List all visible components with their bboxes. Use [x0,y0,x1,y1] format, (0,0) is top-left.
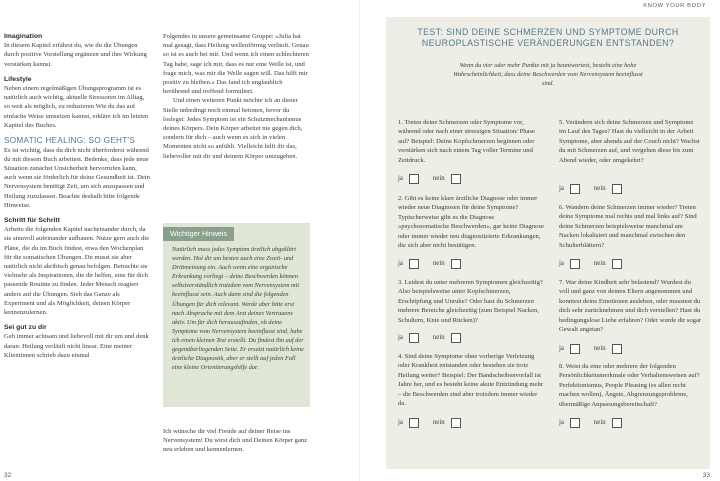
yes-label: ja [559,419,564,426]
paragraph: Neben einem regelmäßigen Übungsprogramm ist es natürlich auch wichtig, aktuelle Stressoren im Alltag, so weit als möglich, zu reduzieren Wie du das auf einfache Weise umsetzen kannst, erkläre ich im letzten Kapitel des Buches. [4,85,149,129]
left-column-1 [4,32,150,360]
paragraph: Geh immer achtsam und liebevoll mit dir um und denk daran: Heilung verläuft nicht linear. Eine meiner Klientinnen schrieb dazu einmal [4,333,149,359]
answer-row-3 [398,333,475,344]
yes-checkbox[interactable] [409,259,419,269]
no-label: nein [593,260,606,267]
section-heading: SOMATIC HEALING: SO GEHT'S [4,136,136,146]
yes-checkbox[interactable] [570,184,580,194]
question-2: 2. Gibt es keine klare ärztliche Diagnose oder immer wieder neue Diagnosen für deine Symptome? Typischerweise gibt es die Diagnose »psychosomatische Beschwerden«, gar keine Diagnose oder immer wieder neu diagnostizierte Erkrankungen, die sich aber nicht bestätigen. [398,195,544,250]
no-label: nein [432,260,445,267]
no-checkbox[interactable] [612,344,622,354]
no-label: nein [432,334,445,341]
no-checkbox[interactable] [451,333,461,343]
no-label: nein [593,345,606,352]
question-7: 7. War deine Kindheit sehr belastend? Wurdest du voll und ganz von deinen Eltern angenommen und konntest deine Emotionen ausleben, oder musstest du dich sehr zurücknehmen und dich verstellen? Hast du bedingungslose Liebe erfahren? Oder wurde dir sogar Gewalt angetan? [559,279,702,334]
yes-label: ja [559,185,564,192]
hint-text: Natürlich muss jedes Symptom ärztlich abgeklärt werden. Hol dir am besten auch eine Zweit- und Drittmeinung ein. Auch wenn eine organische Erkrankung vorliegt – deine Beschwerden können selbstverständlich trotzdem vom Nervensystem mit beeinflusst sein. Auch dann sind die folgenden Übungen für dich relevant. Werde aber bitte erst nach Absprache mit dem Arzt deines Vertrauens aktiv. Um für dich herauszufinden, ob deine Symptome vom Nervensystem beeinflusst sind, habe ich einen kleinen Test erstellt. Du findest ihn auf der gegenüberliegenden Seite. Er ersetzt natürlich keine ärztliche Diagnostik, aber er stellt auf jeden Fall eine kleine Orientierungshilfe dar. [172,246,304,372]
yes-label: ja [398,334,403,341]
test-title [386,27,710,49]
question-1: 1. Treten deine Schmerzen oder Symptome vor, während oder nach einer stressigen Situation/ Phase auf? Beispiel: Deine Kopfschmerzen beginnen oder verstärken sich nach einem Tag voller Termine und Zeitdruck. [398,119,535,164]
question-3: 3. Leidest du unter mehreren Symptomen gleichzeitig? Also beispielsweise unter Kopfschmerzen, Erschöpfung und Unruhe? Oder hast du Schmerzen mehrere Bereiche gleichzeitig (zum Beispiel Nacken, Schultern, Knie und Rücken)? [398,279,543,324]
yes-label: ja [559,345,564,352]
yes-checkbox[interactable] [409,333,419,343]
heading-schritt: Schritt für Schritt [4,217,60,225]
answer-row-2 [398,259,475,270]
question-5: 5. Verändern sich deine Schmerzen und Symptome im Lauf des Tages? Hast du vielleicht in der Arbeit Symptome, aber abends auf der Couch nicht? Wachst du mit Schmerzen auf, und vergehen diese bis zum Abend wieder, oder umgekehrt? [559,119,700,164]
no-checkbox[interactable] [612,184,622,194]
no-checkbox[interactable] [612,259,622,269]
page-number-left: 32 [4,472,12,479]
test-title-line-2: NEUROPLASTISCHE VERÄNDERUNGEN ENTSTANDEN? [421,38,675,48]
no-checkbox[interactable] [451,418,461,428]
question-8: 8. Weist du eine oder mehrere der folgenden Persönlichkeitsmerkmale oder Verhaltensweisen auf? Perfektionismus, People Pleasing (es allen recht machen wollen), Ängste, Abgrenzungsprobleme, übermäßige Anpassungsbereitschaft? [559,363,700,408]
yes-label: ja [398,260,403,267]
yes-checkbox[interactable] [570,418,580,428]
question-4: 4. Sind deine Symptome ohne vorherige Verletzung oder Krankheit entstanden oder bestehen sie trotz Heilung weiter? Beispiel: Der Bandscheibenvorfall ist Jahre her, und es besteht keine akute Entzündung mehr – die Beschwerden sind aber trotzdem immer wieder da. [398,353,543,408]
answer-row-8 [559,418,636,429]
yes-checkbox[interactable] [570,344,580,354]
running-title: KNOW YOUR BODY [643,3,706,9]
yes-checkbox[interactable] [409,174,419,184]
left-column-2 [163,32,309,161]
test-title-line-1: TEST: SIND DEINE SCHMERZEN UND SYMPTOME DURCH [417,27,679,37]
no-label: nein [593,419,606,426]
paragraph: In diesem Kapitel erfährst du, wie du die Übungen durch positive Vorstellung ergänzen und ihre Wirkung verstärken kannst. [4,42,147,68]
no-checkbox[interactable] [612,418,622,428]
hint-title: Wichtiger Hinweis [163,227,234,241]
page-number-right: 33 [702,472,710,479]
answer-row-1 [398,174,475,185]
paragraph: Folgendes in unsere gemeinsame Gruppe: »Julia hat mal gesagt, dass Heilung wellenförmig verläuft. Genau so ist es auch bei mir. Und wenn ich einen schlechteren Tag habe, sage ich mir, dass es nur eine Welle ist, und frage mich, was mir die Welle sagen will. Das hilft mir positiv zu bleiben.« Das fand ich unglaublich berührend und treffend formuliert. [163,33,309,96]
answer-row-5 [559,184,636,195]
hint-box [163,223,310,407]
heading-lifestyle: Lifestyle [4,75,32,83]
no-label: nein [593,185,606,192]
no-checkbox[interactable] [451,259,461,269]
answer-row-6 [559,259,636,270]
question-6: 6. Wandern deine Schmerzen immer wieder? Treten deine Symptome mal rechts und mal links auf? Sind deine Schmerzen beispielsweise manchmal am Nacken lokalisiert und manchmal zwischen den Schulterblättern? [559,204,697,249]
test-subtitle [386,61,710,88]
paragraph: Ich wünsche dir viel Freude auf deiner Reise ins Nervensystem! Du wirst dich und Deinen Körper ganz neu erleben und kennenlernen. [163,428,308,454]
heading-sei-gut: Sei gut zu dir [4,324,47,332]
no-checkbox[interactable] [451,174,461,184]
test-subtitle-text: Wenn du vier oder mehr Punkte mit ja beantwortest, besteht eine hohe Wahrscheinlichkeit, dass deine Beschwerden vom Nervensystem beeinflusst sind. [453,62,643,87]
heading-imagination: Imagination [4,33,43,40]
no-label: nein [432,175,445,182]
yes-checkbox[interactable] [570,259,580,269]
answer-row-4 [398,418,475,429]
paragraph: Es ist wichtig, dass du dich nicht überforderst während du mit diesem Buch arbeitest. Bedenke, dass jede neue Situation zunächst Unsicherheit hervorrufen kann, auch wenn sie förderlich für deine Gesundheit ist. Dein Nervensystem benötigt Zeit, um sich anzupassen und Heilung zuzulassen. Beachte deshalb bitte folgende Hinweise. [4,146,150,209]
no-label: nein [432,419,445,426]
paragraph: Und einen weiteren Punkt möchte ich an dieser Stelle unbedingt noch einmal betonen, bevor du loslegst: Jedes Symptom ist ein Schutzmechanismus deines Körpers. Dein Körper arbeitet nie gegen dich, sondern für dich – auch wenn es sich in vielen Momenten nicht so anfühlt. Vielleicht hilft dir das, liebevoller mit dir und deinem Körper umzugehen. [163,97,303,160]
paragraph: Arbeite die folgenden Kapitel nacheinander durch, da sie sinnvoll aufeinander aufbauen. Nutze gern auch die Pläne, die du im Buch findest, etwa den Wochenplan für die somatischen Übungen. Du musst sie aber natürlich nicht akribisch genau befolgen. Betrachte sie vielmehr als Inspirationen, die dir helfen, eine für dich passende Routine zu finden. Jeder Mensch reagiert anders auf die Übungen. Sieh das Ganze als Experiment und als Möglichkeit, deinen Körper kennenzulernen. [4,226,150,317]
yes-label: ja [559,260,564,267]
yes-checkbox[interactable] [409,418,419,428]
yes-label: ja [398,419,403,426]
answer-row-7 [559,344,636,355]
left-column-2-bottom [163,427,309,455]
test-box [386,17,710,469]
yes-label: ja [398,175,403,182]
